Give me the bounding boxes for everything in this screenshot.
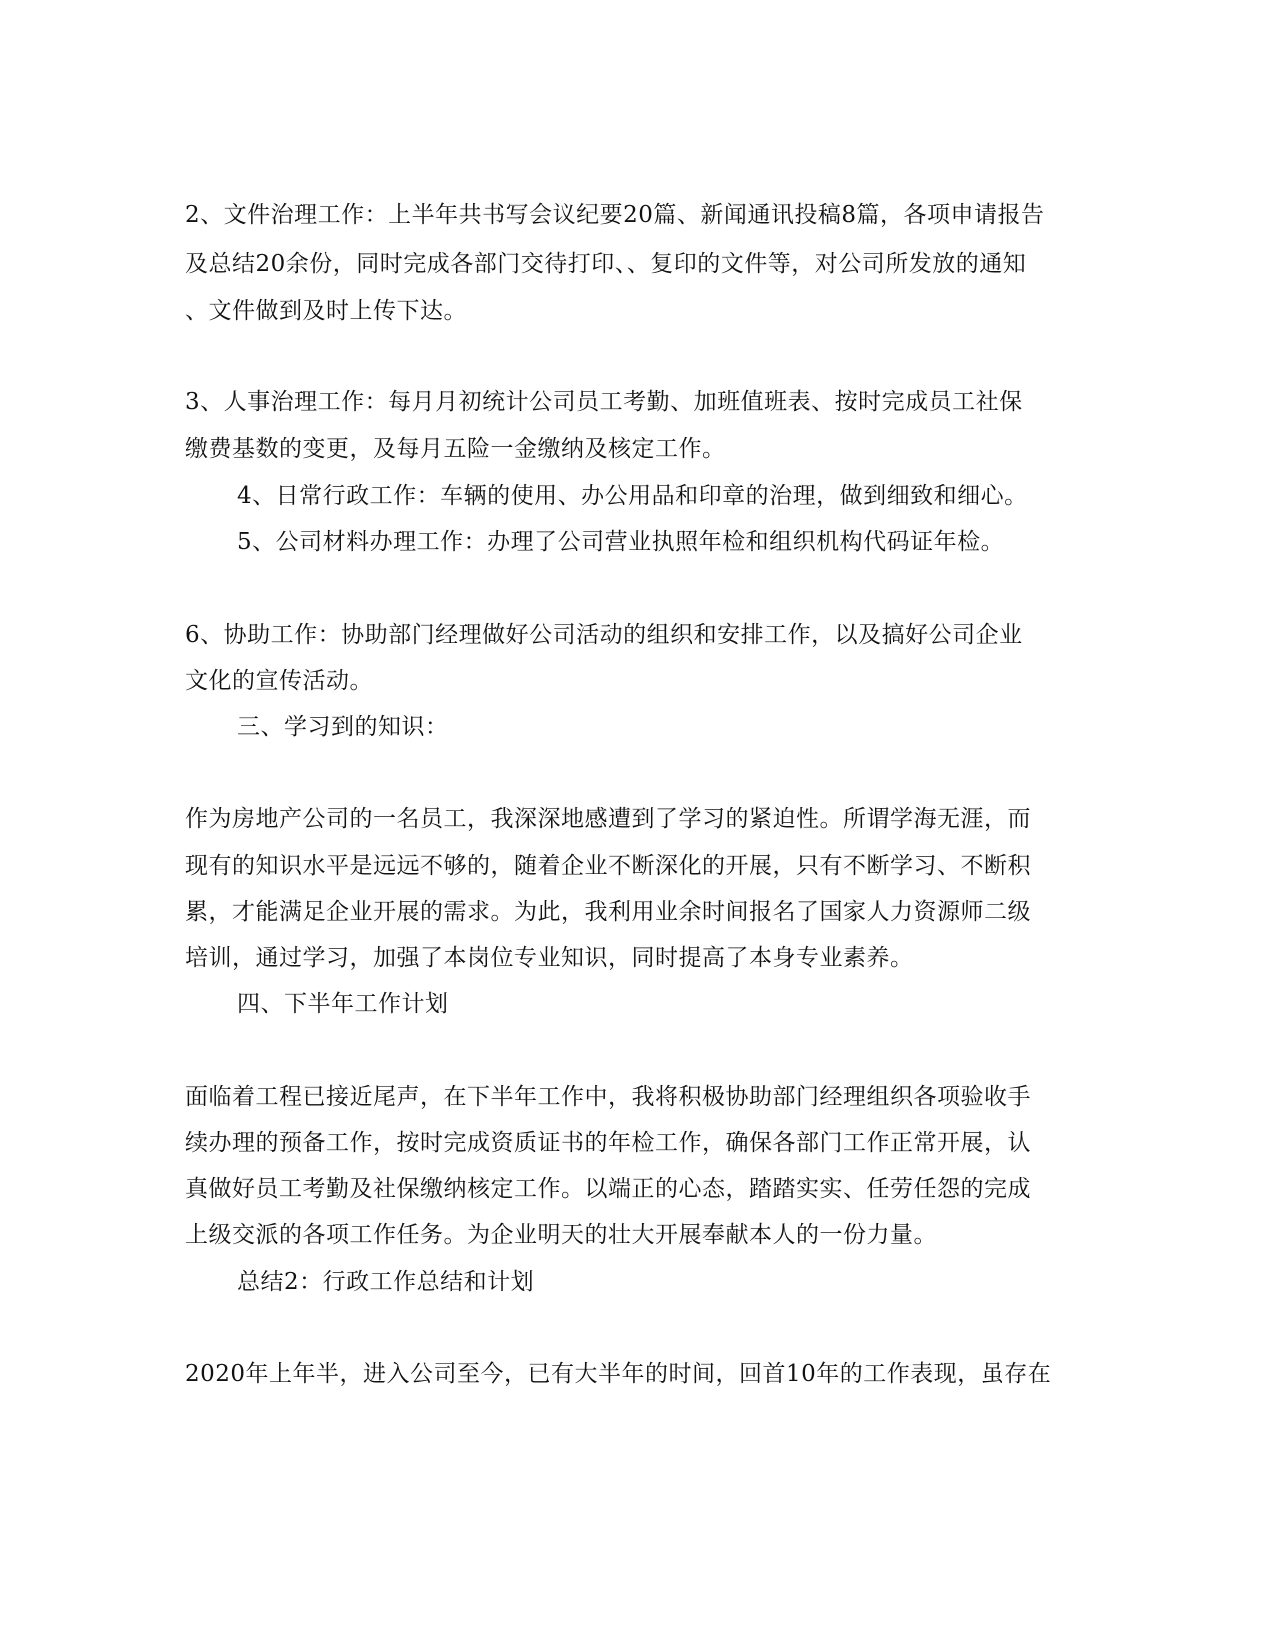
- paragraph-assistance-line-1: 6、协助工作：协助部门经理做好公司活动的组织和安排工作，以及搞好公司企业: [185, 622, 1023, 648]
- paragraph-file-management-line-3: 、文件做到及时上传下达。: [185, 298, 467, 324]
- paragraph-learning-line-3: 累，才能满足企业开展的需求。为此，我利用业余时间报名了国家人力资源师二级: [185, 899, 1031, 925]
- paragraph-2020-intro: 2020年上年半，进入公司至今，已有大半年的时间，回首10年的工作表现，虽存在: [185, 1361, 1052, 1387]
- paragraph-file-management-line-2: 及总结20余份，同时完成各部门交待打印、、复印的文件等，对公司所发放的通知: [185, 251, 1027, 277]
- paragraph-learning-line-1: 作为房地产公司的一名员工，我深深地感遭到了学习的紧迫性。所谓学海无涯，而: [185, 806, 1031, 832]
- paragraph-plan-line-1: 面临着工程已接近尾声，在下半年工作中，我将积极协助部门经理组织各项验收手: [185, 1084, 1031, 1110]
- paragraph-learning-line-2: 现有的知识水平是远远不够的，随着企业不断深化的开展，只有不断学习、不断积: [185, 853, 1031, 879]
- paragraph-learning-line-4: 培训，通过学习，加强了本岗位专业知识，同时提高了本身专业素养。: [185, 945, 914, 971]
- paragraph-plan-line-3: 真做好员工考勤及社保缴纳核定工作。以端正的心态，踏踏实实、任劳任怨的完成: [185, 1176, 1031, 1202]
- heading-summary-2: 总结2：行政工作总结和计划: [237, 1269, 535, 1295]
- paragraph-company-materials: 5、公司材料办理工作：办理了公司营业执照年检和组织机构代码证年检。: [237, 529, 1005, 555]
- paragraph-hr-management-line-1: 3、人事治理工作：每月月初统计公司员工考勤、加班值班表、按时完成员工社保: [185, 389, 1023, 415]
- paragraph-daily-admin: 4、日常行政工作：车辆的使用、办公用品和印章的治理，做到细致和细心。: [237, 483, 1028, 509]
- paragraph-assistance-line-2: 文化的宣传活动。: [185, 668, 373, 694]
- paragraph-plan-line-2: 续办理的预备工作，按时完成资质证书的年检工作，确保各部门工作正常开展，认: [185, 1130, 1031, 1156]
- paragraph-file-management-line-1: 2、文件治理工作：上半年共书写会议纪要20篇、新闻通讯投稿8篇，各项申请报告: [185, 202, 1045, 228]
- heading-learned-knowledge: 三、学习到的知识：: [237, 714, 449, 740]
- heading-second-half-plan: 四、下半年工作计划: [237, 991, 449, 1017]
- paragraph-plan-line-4: 上级交派的各项工作任务。为企业明天的壮大开展奉献本人的一份力量。: [185, 1222, 937, 1248]
- paragraph-hr-management-line-2: 缴费基数的变更，及每月五险一金缴纳及核定工作。: [185, 436, 726, 462]
